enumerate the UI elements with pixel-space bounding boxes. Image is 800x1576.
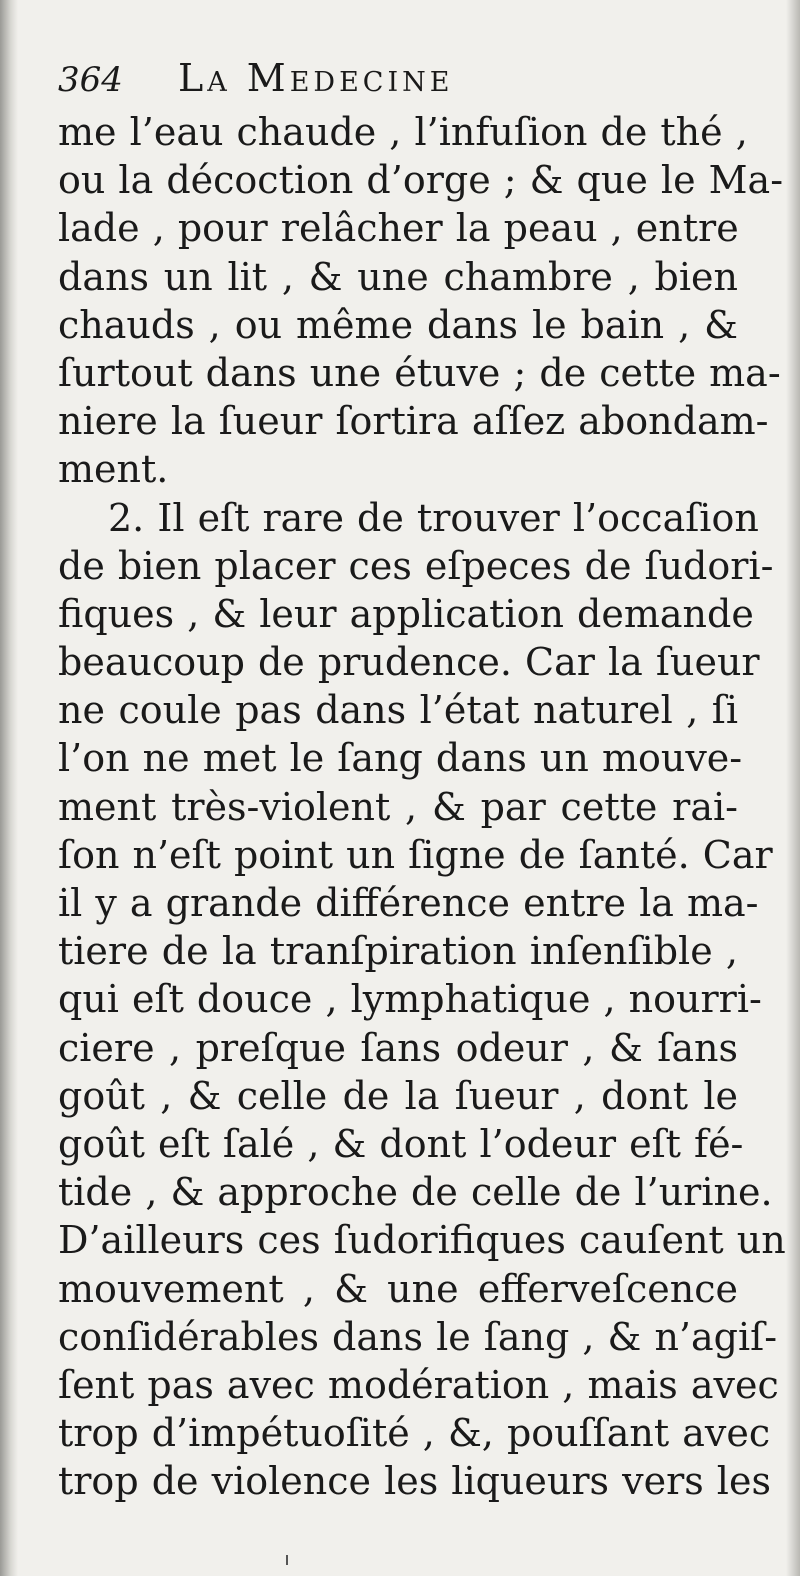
text-line: l’on ne met le ſang dans un mouve- xyxy=(58,736,743,781)
text-line: ciere , preſque ſans odeur , & ſans xyxy=(58,1025,738,1070)
text-line: ſent pas avec modération , mais avec xyxy=(58,1362,779,1407)
text-line: ſurtout dans une étuve ; de cette ma- xyxy=(58,350,781,395)
text-line: beaucoup de prudence. Car la ſueur xyxy=(58,640,760,685)
book-page xyxy=(58,48,786,1505)
text-line: mouvement , & une effervеſcence xyxy=(58,1266,738,1311)
text-line: trop d’impétuoſité , &, pouſſant avec xyxy=(58,1411,771,1456)
text-line: conſidérables dans le ſang , & n’agiſ- xyxy=(58,1314,778,1359)
text-line: goût eſt ſalé , & dont l’odeur eſt fé- xyxy=(58,1121,744,1166)
running-head: La Medecine xyxy=(178,56,454,100)
text-line: niere la ſueur ſortira aſſez abondam- xyxy=(58,399,769,444)
print-mark xyxy=(286,1555,288,1565)
text-line: ou la décoction d’orge ; & que le Ma- xyxy=(58,158,784,203)
text-line: de bien placer ces eſpeces de ſudori- xyxy=(58,543,774,588)
text-line: tiere de la tranſpiration inſenſible , xyxy=(58,929,738,974)
text-line: tide , & approche de celle de l’urine. xyxy=(58,1170,773,1215)
text-line: ne coule pas dans l’état naturel , ſi xyxy=(58,688,738,733)
text-line: chauds , ou même dans le bain , & xyxy=(58,302,738,347)
body-text xyxy=(58,108,786,1505)
text-line: ſon n’eſt point un ſigne de ſanté. Car xyxy=(58,832,773,877)
text-line: ment très-violent , & par cette rai- xyxy=(58,784,738,829)
page-number: 364 xyxy=(58,60,123,100)
page-header xyxy=(58,48,738,108)
text-line: trop de violence les liqueurs vers les xyxy=(58,1459,771,1504)
text-line: goût , & celle de la ſueur , dont le xyxy=(58,1073,738,1118)
text-line: ment. xyxy=(58,447,169,492)
text-line: D’ailleurs ces ſudorifiques cauſent un xyxy=(58,1218,786,1263)
text-line: 2. Il eſt rare de trouver l’occaſion xyxy=(108,495,759,540)
page-edge-shadow xyxy=(786,0,800,1576)
text-line: dans un lit , & une chambre , bien xyxy=(58,254,738,299)
text-line: qui eſt douce , lymphatique , nourri- xyxy=(58,977,762,1022)
text-line: me l’eau chaude , l’infuſion de thé , xyxy=(58,110,748,154)
text-line: il y a grande différence entre la ma- xyxy=(58,881,759,925)
page-gutter-shadow xyxy=(0,0,18,1576)
text-line: lade , pour relâcher la peau , entre xyxy=(58,206,739,251)
text-line: fiques , & leur application demande xyxy=(58,591,754,636)
